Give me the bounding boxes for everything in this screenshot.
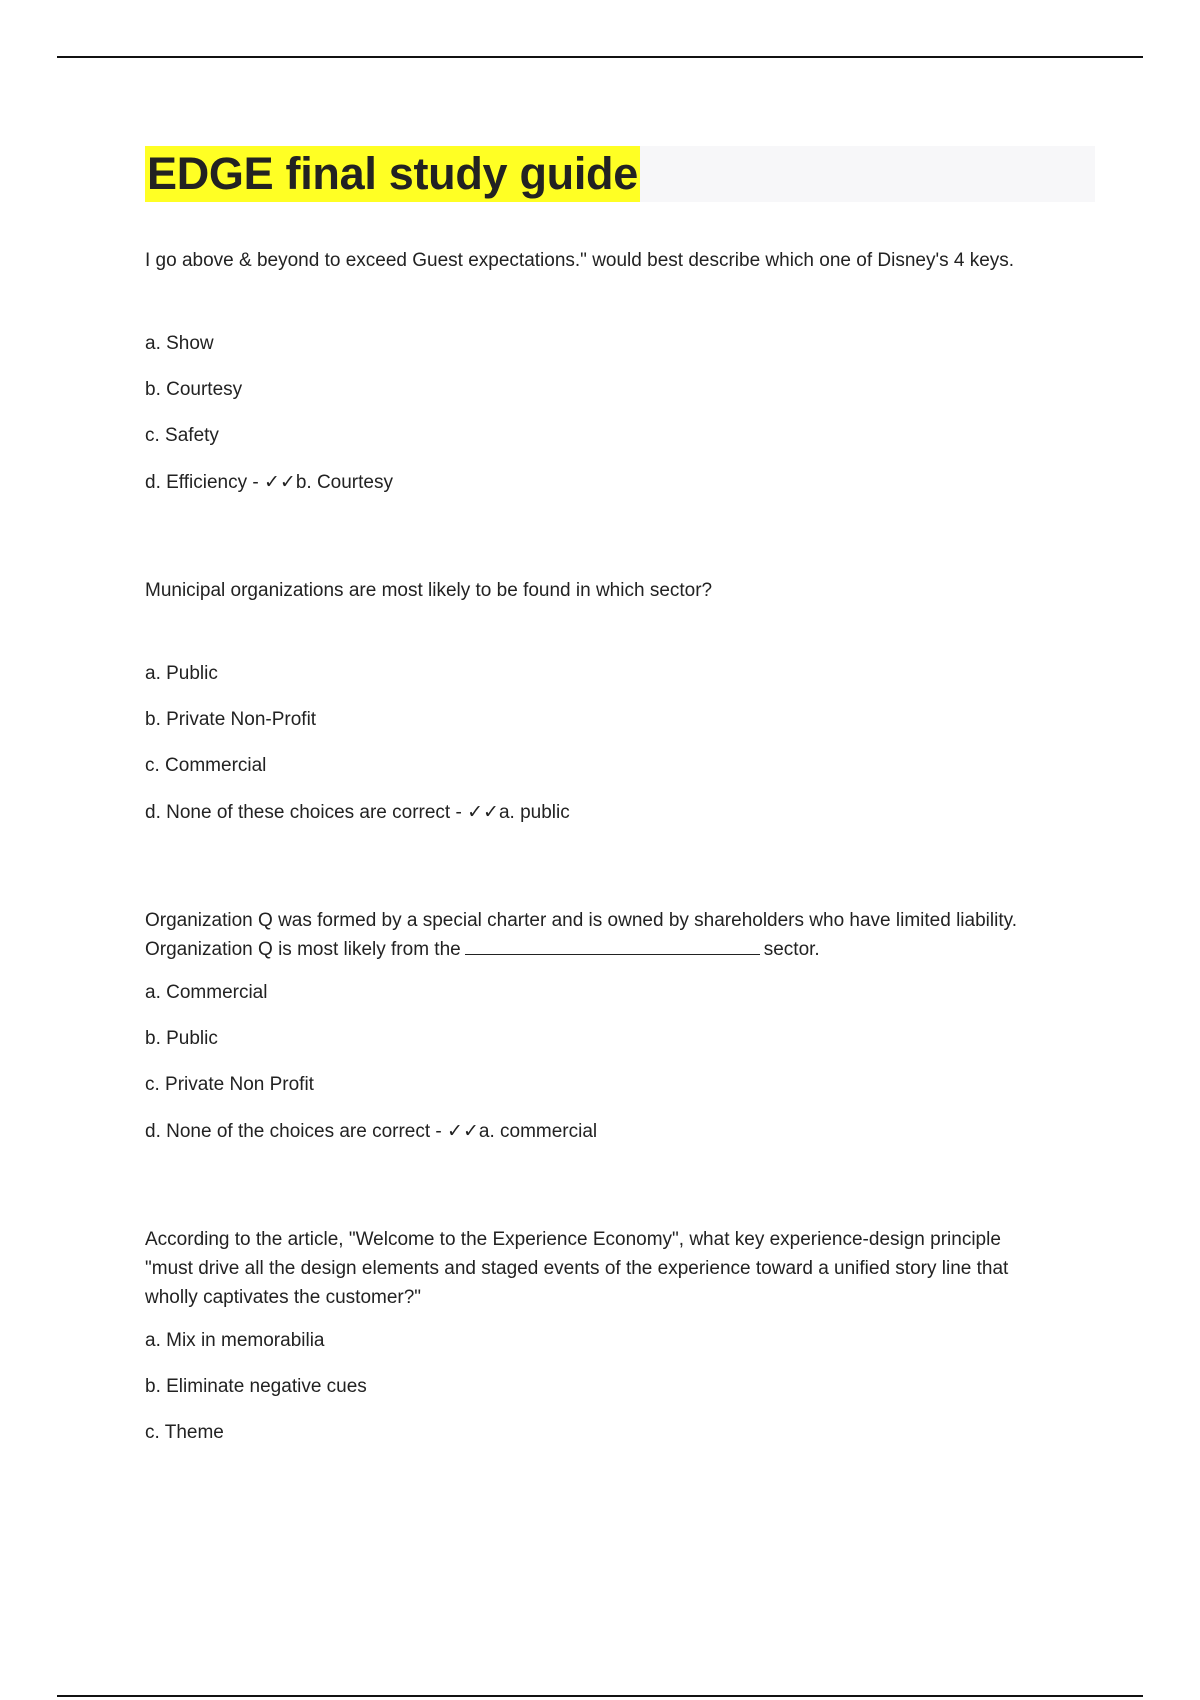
option-b: b. Courtesy: [145, 379, 243, 400]
question-prompt-line-1: According to the article, "Welcome to the Experience Economy", what key experience-design principle: [145, 1229, 1001, 1250]
check-icon: ✓✓: [467, 801, 499, 823]
question-1: [145, 246, 1095, 496]
option-d: d. None of these choices are correct -: [145, 802, 468, 823]
option-d: d. Efficiency -: [145, 472, 264, 493]
fill-in-blank: [465, 938, 760, 955]
option-d: d. None of the choices are correct -: [145, 1121, 448, 1142]
prompt-line-2-end: sector.: [763, 939, 820, 960]
check-icon: ✓✓: [447, 1120, 479, 1142]
option-d-with-answer: [145, 469, 1095, 496]
option-a: a. Show: [145, 333, 214, 354]
option-a: a. Mix in memorabilia: [145, 1330, 325, 1351]
option-c: c. Safety: [145, 425, 219, 446]
check-icon: ✓✓: [263, 471, 296, 493]
document-body: [145, 146, 1095, 1446]
option-c: c. Commercial: [145, 755, 267, 776]
option-d-with-answer: [145, 799, 1095, 826]
option-a: a. Commercial: [145, 982, 268, 1003]
answer: a. commercial: [478, 1121, 598, 1142]
question-prompt: I go above & beyond to exceed Guest expectations." would best describe which one of Disney's 4 keys.: [145, 250, 1015, 271]
option-a: a. Public: [145, 663, 218, 684]
question-prompt: Municipal organizations are most likely to be found in which sector?: [145, 580, 713, 601]
question-prompt-line-2: [145, 935, 1095, 964]
title-band: [145, 146, 1095, 202]
question-prompt-line-3: wholly captivates the customer?": [145, 1287, 422, 1308]
question-prompt-line-1: Organization Q was formed by a special charter and is owned by shareholders who have limited liability.: [145, 910, 1017, 931]
option-c: c. Theme: [145, 1422, 224, 1443]
option-c: c. Private Non Profit: [145, 1074, 314, 1095]
bottom-rule: [57, 1695, 1143, 1697]
question-3: [145, 906, 1095, 1145]
option-b: b. Private Non-Profit: [145, 709, 317, 730]
option-b: b. Public: [145, 1028, 218, 1049]
prompt-line-2-start: Organization Q is most likely from the: [145, 939, 461, 960]
option-b: b. Eliminate negative cues: [145, 1376, 367, 1397]
answer: b. Courtesy: [295, 472, 393, 493]
document-title: EDGE final study guide: [145, 146, 640, 202]
answer: a. public: [498, 802, 570, 823]
question-4: [145, 1225, 1095, 1446]
question-2: [145, 576, 1095, 826]
question-prompt-line-2: "must drive all the design elements and staged events of the experience toward a unified story line that: [145, 1258, 1009, 1279]
top-rule: [57, 56, 1143, 58]
option-d-with-answer: [145, 1118, 1095, 1145]
